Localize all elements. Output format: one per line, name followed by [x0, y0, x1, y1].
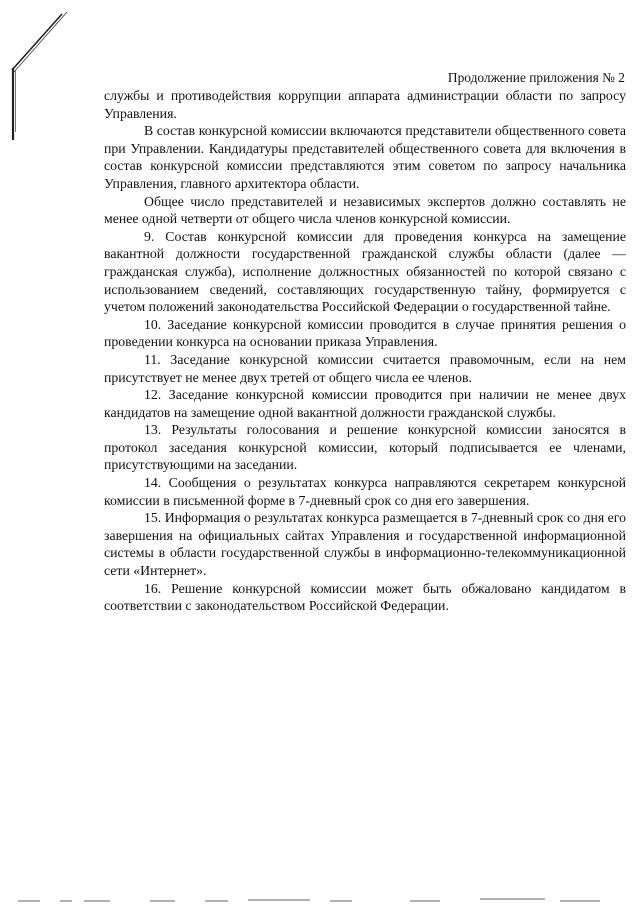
scan-artifact-bottom: [0, 895, 640, 905]
document-body: [104, 87, 626, 615]
paragraph-item-10: 10. Заседание конкурсной комиссии проводится в случае принятия решения о проведении конкурса на основании приказа Управления.: [104, 316, 626, 350]
continuation-note: Продолжение приложения № 2: [447, 70, 625, 85]
paragraph-item-13: 13. Результаты голосования и решение конкурсной комиссии заносятся в протокол заседания конкурсной комиссии, который подписывается ее членами, присутствующими на заседании.: [104, 422, 626, 473]
scan-artifact-stroke: [0, 0, 80, 150]
paragraph-item-16: 16. Решение конкурсной комиссии может быть обжаловано кандидатом в соответствии с законодательством Российской Федерации.: [104, 580, 626, 614]
paragraph-item-12: 12. Заседание конкурсной комиссии проводится при наличии не менее двух кандидатов на замещение одной вакантной должности гражданской службы.: [104, 387, 626, 420]
paragraph-item-9: 9. Состав конкурсной комиссии для проведения конкурса на замещение вакантной должности государственной гражданской службы области (далее — гражданская служба), исполнение должностных обязанностей по которой связано с использованием сведений, составляющих государственную тайну, формируется с учетом положений законодательства Российской Федерации о государственной тайне.: [104, 228, 626, 315]
paragraph-continuation: службы и противодействия коррупции аппарата администрации области по запросу Управления.: [104, 88, 626, 121]
paragraph-item-15: 15. Информация о результатах конкурса размещается в 7-дневный срок со дня его завершения на официальных сайтах Управления и государственной информационной системы в области государственной службы в информационно-телекоммуникационной сети «Интернет».: [104, 510, 626, 579]
paragraph-item-14: 14. Сообщения о результатах конкурса направляются секретарем конкурсной комиссии в письменной форме в 7-дневный срок со дня его завершения.: [104, 475, 626, 508]
paragraph-commission-members: В состав конкурсной комиссии включаются представители общественного совета при Управлении. Кандидатуры представителей общественного совета для включения в состав конкурсной комиссии представляются этим советом по запросу начальника Управления, главного архитектора области.: [104, 123, 626, 191]
paragraph-experts-share: Общее число представителей и независимых экспертов должно составлять не менее одной четверти от общего числа членов конкурсной комиссии.: [104, 193, 626, 227]
paragraph-item-11: 11. Заседание конкурсной комиссии считается правомочным, если на нем присутствует не менее двух третей от общего числа ее членов.: [104, 351, 626, 385]
